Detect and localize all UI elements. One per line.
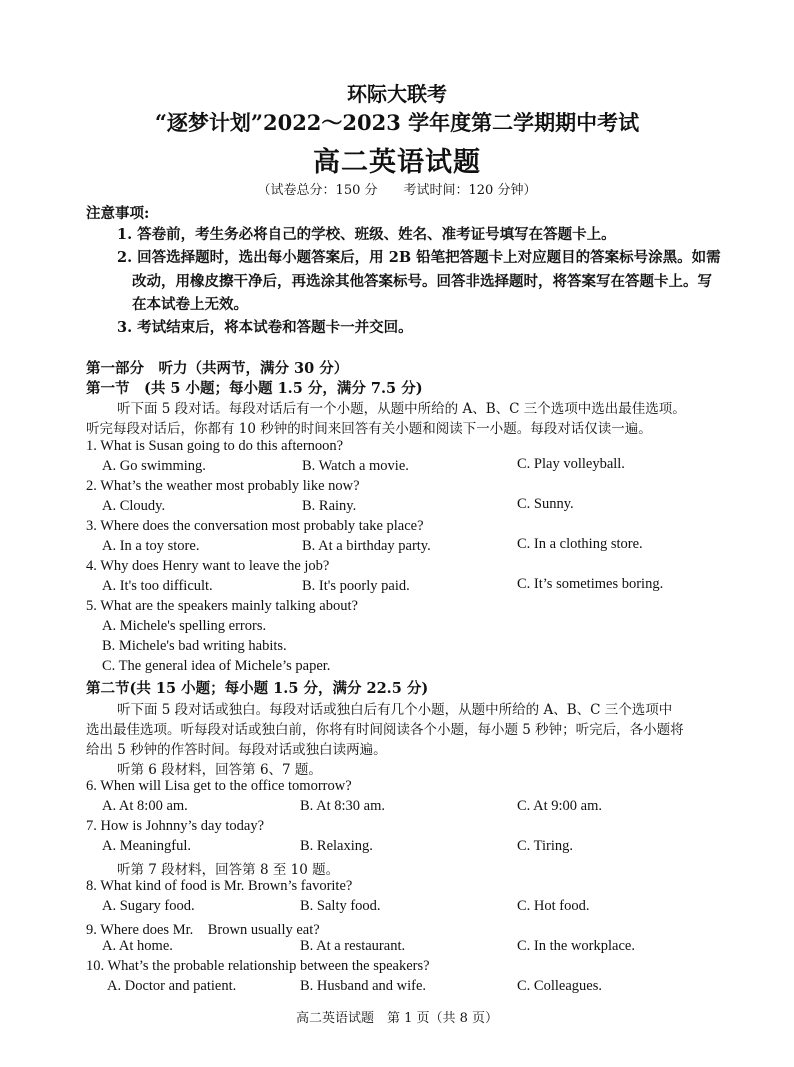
question-2: 2. What’s the weather most probably like now? — [86, 478, 360, 494]
material-7-instruction: 听第 7 段材料，回答第 8 至 10 题。 — [117, 862, 340, 878]
option-b: B. Husband and wife. — [300, 978, 427, 994]
section2-instruction: 给出 5 秒钟的作答时间。每段对话或独白读两遍。 — [86, 742, 387, 758]
question-7: 7. How is Johnny’s day today? — [86, 818, 265, 834]
part1-heading: 第一部分 听力（共两节，满分 30 分） — [86, 360, 349, 377]
option-c: C. In a clothing store. — [517, 536, 643, 552]
option-b: B. Michele's bad writing habits. — [102, 638, 287, 654]
subject-title: 高二英语试题 — [313, 147, 481, 178]
option-b: B. Relaxing. — [300, 838, 373, 854]
option-b: B. Salty food. — [300, 898, 381, 914]
section2-instruction: 听下面 5 段对话或独白。每段对话或独白后有几个小题，从题中所给的 A、B、C 三个选项中 — [117, 702, 673, 718]
section2-instruction: 选出最佳选项。听每段对话或独白前，你将有时间阅读各个小题，每小题 5 秒钟；听完后，各小题将 — [86, 722, 684, 738]
question-4: 4. Why does Henry want to leave the job? — [86, 558, 330, 574]
option-c: C. Sunny. — [517, 496, 574, 512]
option-c: C. At 9:00 am. — [517, 798, 602, 814]
note-item: 2. 回答选择题时，选出每小题答案后，用 2B 铅笔把答题卡上对应题目的答案标号涂黑。如需 — [117, 249, 721, 266]
option-b: B. At a birthday party. — [302, 538, 431, 554]
option-c: C. Tiring. — [517, 838, 574, 854]
option-b: B. Watch a movie. — [302, 458, 409, 474]
exam-plan-title: “逐梦计划”2022～2023 学年度第二学期期中考试 — [154, 110, 640, 135]
question-9: 9. Where does Mr. Brown usually eat? — [86, 922, 320, 938]
option-c: C. Hot food. — [517, 898, 590, 914]
option-c: C. Play volleyball. — [517, 456, 625, 472]
option-c: C. Colleagues. — [517, 978, 602, 994]
option-c: C. The general idea of Michele’s paper. — [102, 658, 331, 674]
option-a: A. Doctor and patient. — [107, 978, 237, 994]
section1-heading: 第一节 (共 5 小题；每小题 1.5 分，满分 7.5 分) — [86, 380, 423, 397]
option-a: A. Cloudy. — [102, 498, 166, 514]
option-a: A. At home. — [102, 938, 173, 954]
note-item: 3. 考试结束后，将本试卷和答题卡一并交回。 — [117, 319, 413, 336]
section1-instruction: 听下面 5 段对话。每段对话后有一个小题，从题中所给的 A、B、C 三个选项中选出最佳选项。 — [117, 401, 686, 417]
question-5: 5. What are the speakers mainly talking about? — [86, 598, 358, 614]
question-6: 6. When will Lisa get to the office tomorrow? — [86, 778, 352, 794]
option-a: A. Meaningful. — [102, 838, 191, 854]
note-item: 改动，用橡皮擦干净后，再选涂其他答案标号。回答非选择题时，将答案写在答题卡上。写 — [132, 273, 712, 290]
section1-instruction: 听完每段对话后，你都有 10 秒钟的时间来回答有关小题和阅读下一小题。每段对话仅读一遍。 — [86, 421, 652, 437]
option-b: B. At 8:30 am. — [300, 798, 385, 814]
option-a: A. Go swimming. — [102, 458, 206, 474]
option-a: A. Michele's spelling errors. — [102, 618, 267, 634]
note-item: 1. 答卷前，考生务必将自己的学校、班级、姓名、准考证号填写在答题卡上。 — [117, 226, 616, 243]
option-b: B. At a restaurant. — [300, 938, 406, 954]
question-10: 10. What’s the probable relationship between the speakers? — [86, 958, 430, 974]
option-a: A. In a toy store. — [102, 538, 200, 554]
option-a: A. It's too difficult. — [102, 578, 213, 594]
option-c: C. It’s sometimes boring. — [517, 576, 664, 592]
note-item: 在本试卷上无效。 — [132, 296, 248, 313]
question-1: 1. What is Susan going to do this afternoon? — [86, 438, 344, 454]
exam-union-title: 环际大联考 — [347, 82, 447, 106]
question-8: 8. What kind of food is Mr. Brown’s favorite? — [86, 878, 353, 894]
exam-info: （试卷总分：150 分 考试时间：120 分钟） — [257, 183, 537, 198]
question-3: 3. Where does the conversation most probably take place? — [86, 518, 424, 534]
section2-heading: 第二节(共 15 小题；每小题 1.5 分，满分 22.5 分) — [86, 680, 429, 697]
notes-heading: 注意事项: — [86, 205, 150, 222]
option-b: B. It's poorly paid. — [302, 578, 410, 594]
option-a: A. Sugary food. — [102, 898, 195, 914]
material-6-instruction: 听第 6 段材料，回答第 6、7 题。 — [117, 762, 322, 778]
option-b: B. Rainy. — [302, 498, 357, 514]
option-a: A. At 8:00 am. — [102, 798, 188, 814]
option-c: C. In the workplace. — [517, 938, 635, 954]
page-footer: 高二英语试题 第 1 页（共 8 页） — [295, 1011, 499, 1026]
